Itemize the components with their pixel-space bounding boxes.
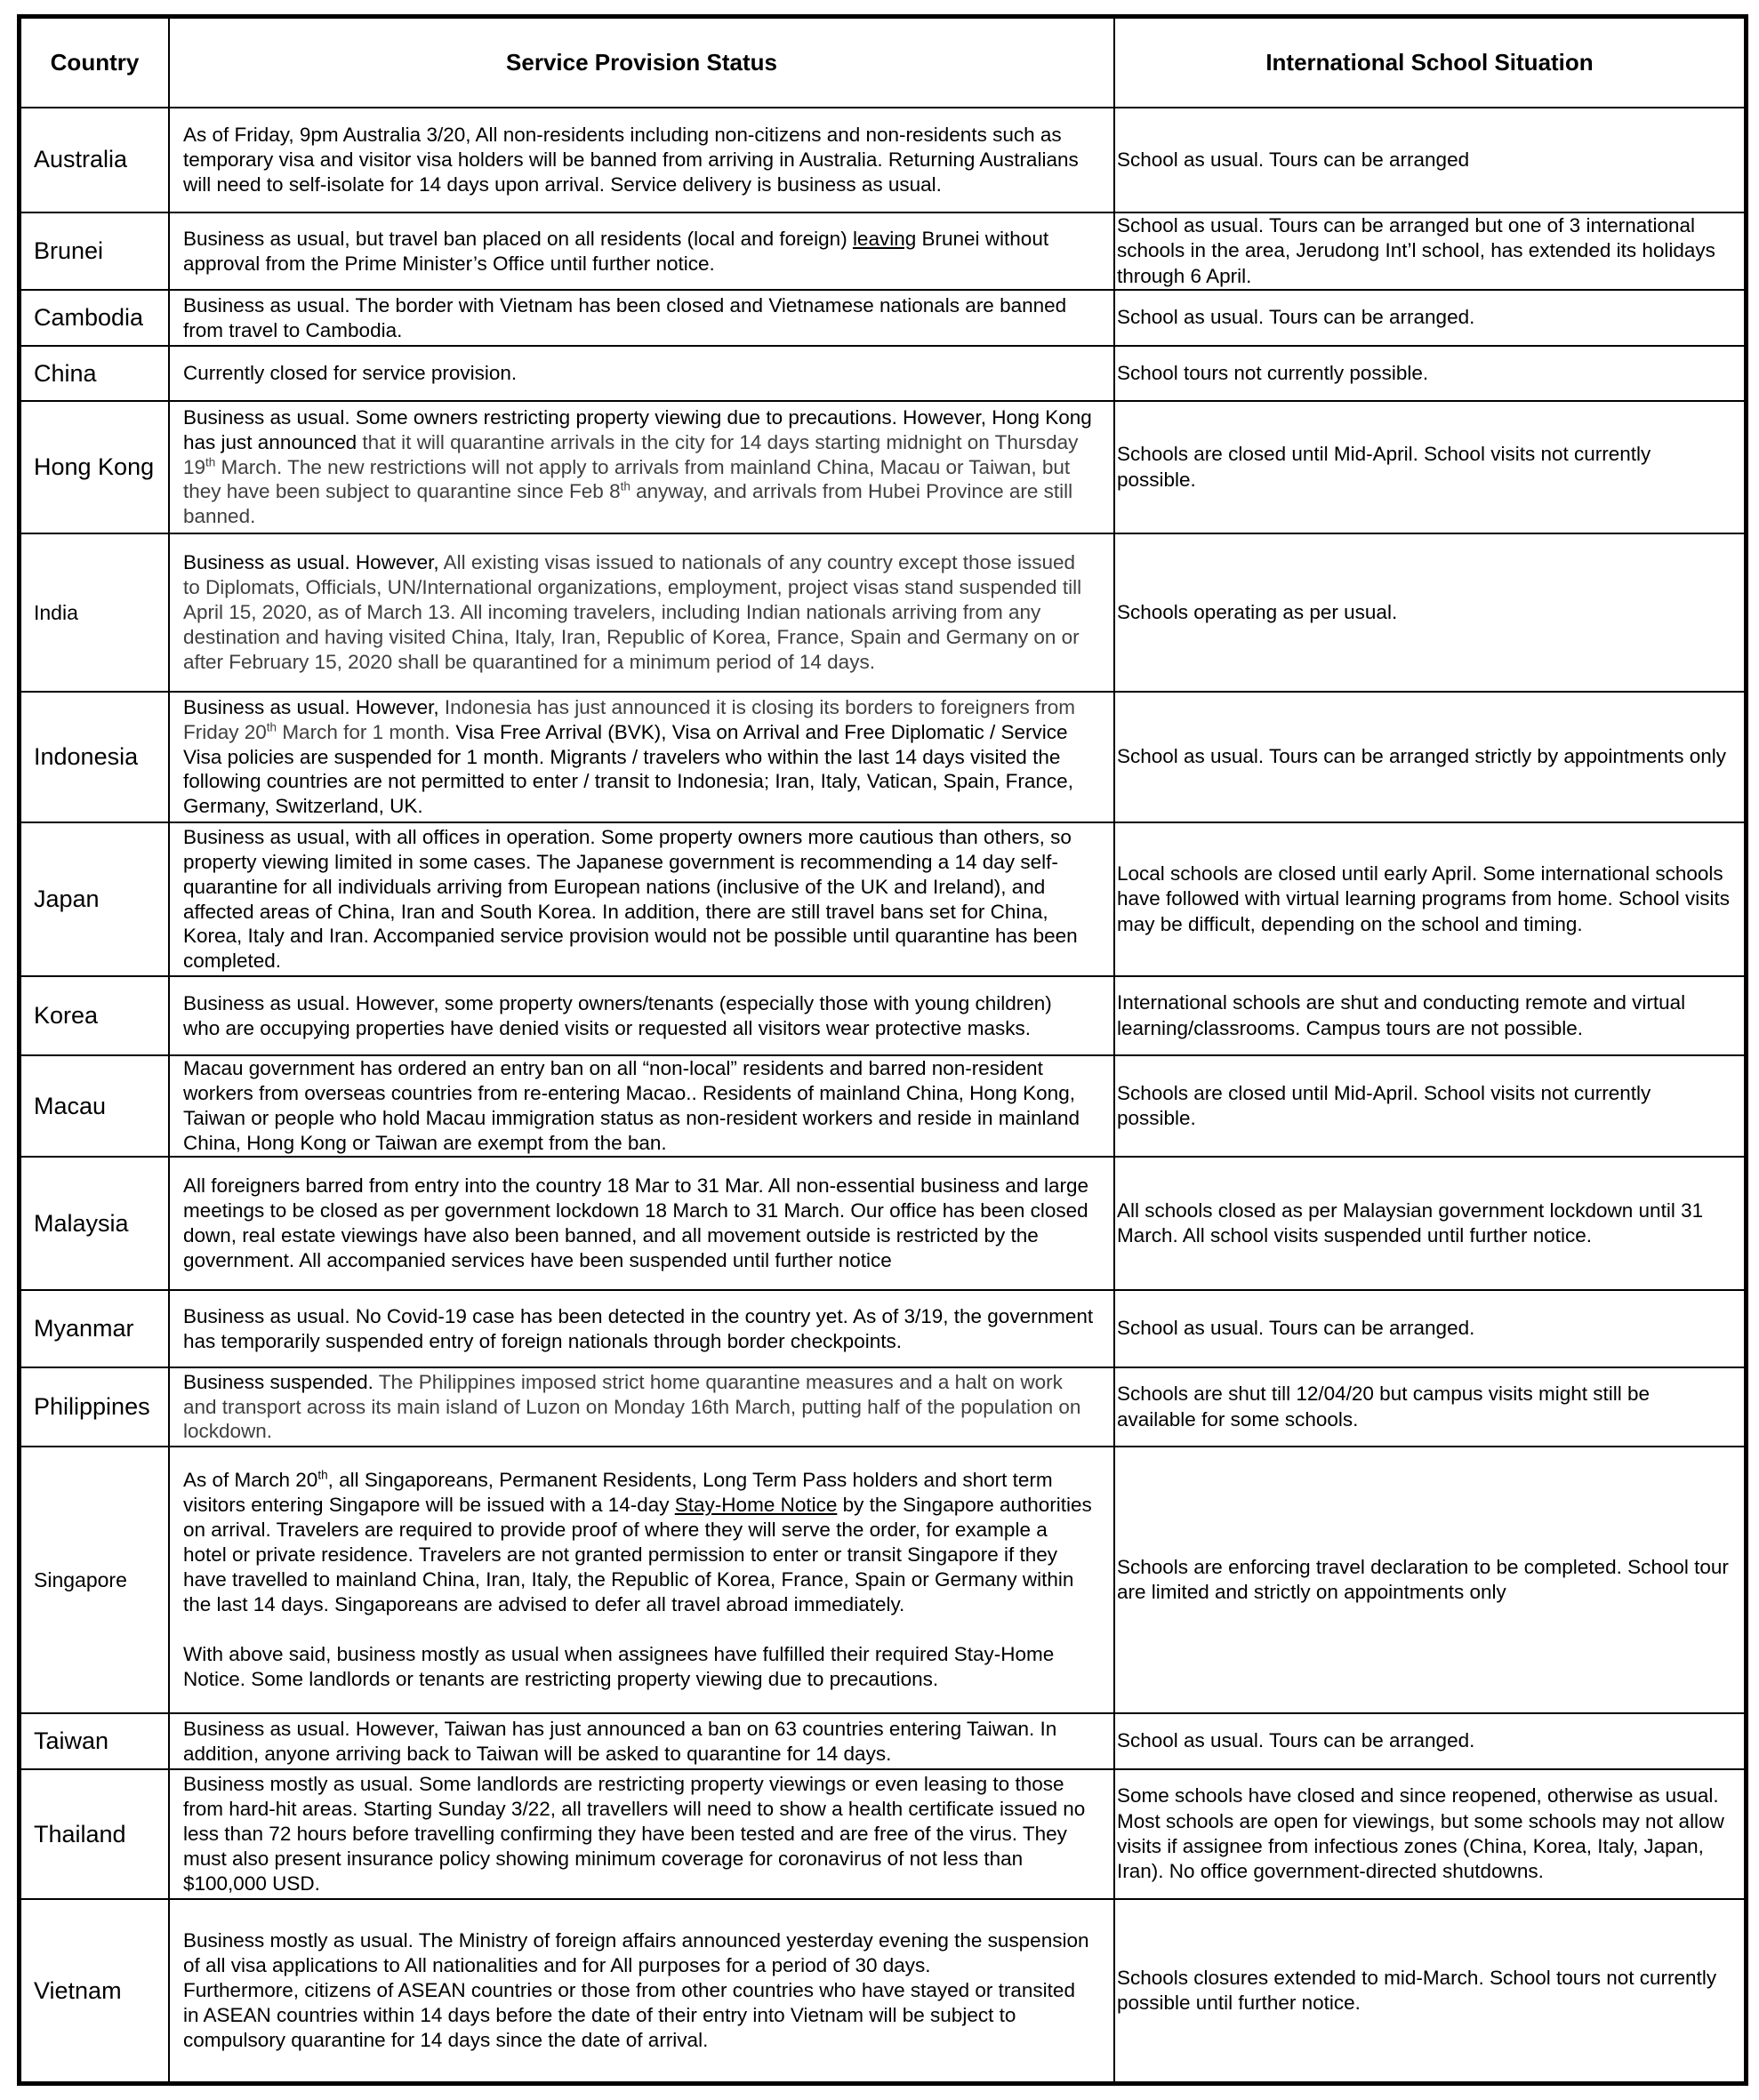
text-segment: Business mostly as usual. The Ministry of foreign affairs announced yesterday evening the suspension of all visa applications to All nationalities and for All purposes for a period of 30 days. <box>183 1929 1089 1977</box>
text-segment: Business suspended. <box>183 1370 379 1393</box>
text-segment: All existing visas issued to nationals of any country except those issued to Diplomats, Officials, UN/International organizations, employment, project visas stand suspended till April 15, 2020, as of March 13. All incoming travelers, including Indian nationals arriving from any destination and having visited China, Italy, Iran, Republic of Korea, France, Spain and Germany on or after February 15, 2020 shall be quarantined for a minimum period of 14 days. <box>183 551 1082 673</box>
school-situation-cell: Schools are closed until Mid-April. School visits not currently possible. <box>1114 1055 1745 1157</box>
text-segment: Business as usual. No Covid-19 case has been detected in the country yet. As of 3/19, the government has temporarily suspended entry of foreign nationals through border checkpoints. <box>183 1304 1094 1352</box>
text-segment: As of March 20 <box>183 1469 318 1492</box>
text-segment: All foreigners barred from entry into the country 18 Mar to 31 Mar. All non-essential business and large meetings to be closed as per government lockdown 18 March to 31 March. Our office has been closed down, real estate viewings have also been banned, and all movement outside is restricted by the government. All accompanied services have been suspended until further notice <box>183 1174 1089 1271</box>
text-segment: With above said, business mostly as usual when assignees have fulfilled their required Stay-Home Notice. Some landlords or tenants are restricting property viewing due to precautions. <box>183 1642 1055 1690</box>
table-row <box>20 346 1745 401</box>
country-cell: India <box>20 533 169 692</box>
superscript-text: th <box>620 479 631 493</box>
country-cell: Vietnam <box>20 1899 169 2082</box>
table-row <box>20 1899 1745 2082</box>
text-segment: Business as usual. However, Taiwan has just announced a ban on 63 countries entering Taiwan. In addition, anyone arriving back to Taiwan will be asked to quarantine for 14 days. <box>183 1717 1057 1765</box>
text-segment: Business as usual, with all offices in operation. Some property owners more cautious than others, so property viewing limited in some cases. The Japanese government is recommending a 14 day self-quarantine for all individuals arriving from European nations (inclusive of the UK and Ireland), and affected areas of China, Iran and South Korea. In addition, there are still travel bans set for China, Korea, Italy and Iran. Accompanied service provision would not be possible until quarantine has been completed. <box>183 825 1078 973</box>
service-status-cell <box>169 1713 1114 1769</box>
service-status-cell <box>169 1769 1114 1899</box>
service-status-cell <box>169 1055 1114 1157</box>
school-situation-cell: Schools are closed until Mid-April. School visits not currently possible. <box>1114 401 1745 533</box>
table-row <box>20 822 1745 976</box>
text-segment: Business as usual. However, <box>183 695 445 718</box>
country-cell: Hong Kong <box>20 401 169 533</box>
text-segment: Indonesia has just announced it is closing its borders to foreigners from Friday 20 <box>183 695 1076 743</box>
table-row <box>20 1447 1745 1713</box>
service-status-cell <box>169 401 1114 533</box>
service-status-cell <box>169 212 1114 290</box>
school-situation-cell: School as usual. Tours can be arranged strictly by appointments only <box>1114 692 1745 822</box>
text-segment: Furthermore, citizens of ASEAN countries or those from other countries who have stayed or transited in ASEAN countries within 14 days before the date of their entry into Vietnam will be subject to compulsory quarantine for 14 days since the date of arrival. <box>183 1979 1075 2051</box>
header-country: Country <box>20 18 169 108</box>
text-segment: by the Singapore authorities on arrival. Travelers are required to provide proof of where they will serve the order, for example a hotel or private residence. Travelers are not granted permission to enter or transit Singapore if they have travelled to mainland China, Iran, Italy, the Republic of Korea, France, Spain or Germany within the last 14 days. Singaporeans are advised to defer all travel abroad immediately. <box>183 1494 1092 1615</box>
school-situation-cell: Schools closures extended to mid-March. School tours not currently possible until further notice. <box>1114 1899 1745 2082</box>
text-segment: The Philippines imposed strict home quarantine measures and a halt on work and transport across its main island of Luzon on Monday 16th March, putting half of the population on lockdown. <box>183 1370 1081 1443</box>
service-status-cell <box>169 533 1114 692</box>
text-segment: that it will quarantine arrivals in the city for 14 days starting midnight on Thursday 19 <box>183 430 1079 478</box>
service-status-cell <box>169 290 1114 346</box>
table-row <box>20 108 1745 212</box>
superscript-text: th <box>266 720 277 734</box>
text-segment: Business as usual. However, some property owners/tenants (especially those with young children) who are occupying properties have denied visits or requested all visitors wear protective masks. <box>183 991 1052 1039</box>
table-row <box>20 533 1745 692</box>
text-segment: Business as usual. Some owners restricting property viewing due to precautions. However, Hong Kong has just announced <box>183 405 1092 453</box>
table-row <box>20 1290 1745 1367</box>
underlined-text: Stay-Home Notice <box>674 1494 838 1517</box>
table-row <box>20 1055 1745 1157</box>
text-segment: Brunei without approval from the Prime Minister’s Office until further notice. <box>183 227 1049 275</box>
table-row <box>20 212 1745 290</box>
text-segment: , all Singaporeans, Permanent Residents, Long Term Pass holders and short term visitors entering Singapore will be issued with a 14-day <box>183 1469 1053 1517</box>
country-status-table <box>20 17 1746 2083</box>
school-situation-cell: School as usual. Tours can be arranged. <box>1114 290 1745 346</box>
document-page <box>17 14 1748 2086</box>
school-situation-cell: School as usual. Tours can be arranged. <box>1114 1290 1745 1367</box>
text-segment: Business mostly as usual. Some landlords are restricting property viewings or even leasing to those from hard-hit areas. Starting Sunday 3/22, all travellers will need to show a health certificate issued no less than 72 hours before travelling confirming they have been tested and are free of the virus. They must also present insurance policy showing minimum coverage for coronavirus of not less than $100,000 USD. <box>183 1773 1086 1895</box>
school-situation-cell: School as usual. Tours can be arranged. <box>1114 1713 1745 1769</box>
service-status-cell <box>169 1157 1114 1290</box>
table-header-row <box>20 18 1745 108</box>
service-status-cell <box>169 822 1114 976</box>
service-status-cell <box>169 1290 1114 1367</box>
school-situation-cell: All schools closed as per Malaysian government lockdown until 31 March. All school visits suspended until further notice. <box>1114 1157 1745 1290</box>
table-row <box>20 1769 1745 1899</box>
country-cell: Myanmar <box>20 1290 169 1367</box>
country-cell: Thailand <box>20 1769 169 1899</box>
country-cell: Cambodia <box>20 290 169 346</box>
school-situation-cell: School as usual. Tours can be arranged <box>1114 108 1745 212</box>
table-row <box>20 290 1745 346</box>
table-row <box>20 401 1745 533</box>
table-row <box>20 976 1745 1055</box>
school-situation-cell: Schools are shut till 12/04/20 but campus visits might still be available for some schools. <box>1114 1367 1745 1447</box>
table-body <box>20 108 1745 2082</box>
school-situation-cell: International schools are shut and conducting remote and virtual learning/classrooms. Campus tours are not possible. <box>1114 976 1745 1055</box>
table-row <box>20 1367 1745 1447</box>
school-situation-cell: Local schools are closed until early April. Some international schools have followed with virtual learning programs from home. School visits may be difficult, depending on the school and timing. <box>1114 822 1745 976</box>
country-cell: Australia <box>20 108 169 212</box>
service-status-cell <box>169 346 1114 401</box>
service-status-cell <box>169 108 1114 212</box>
text-segment: Business as usual. However, <box>183 551 444 574</box>
country-cell: Malaysia <box>20 1157 169 1290</box>
school-situation-cell: School tours not currently possible. <box>1114 346 1745 401</box>
country-cell: Philippines <box>20 1367 169 1447</box>
country-cell: Macau <box>20 1055 169 1157</box>
school-situation-cell: Some schools have closed and since reopened, otherwise as usual. Most schools are open for viewings, but some schools may not allow visits if assignee from infectious zones (China, Korea, Italy, Japan, Iran). No office government-directed shutdowns. <box>1114 1769 1745 1899</box>
table-row <box>20 1157 1745 1290</box>
paragraph-gap <box>183 1617 1094 1642</box>
text-segment: anyway, and arrivals from Hubei Province are still banned. <box>183 480 1073 528</box>
school-situation-cell: Schools operating as per usual. <box>1114 533 1745 692</box>
country-cell: Korea <box>20 976 169 1055</box>
header-service-provision-status: Service Provision Status <box>169 18 1114 108</box>
school-situation-cell: Schools are enforcing travel declaration to be completed. School tour are limited and strictly on appointments only <box>1114 1447 1745 1713</box>
service-status-cell <box>169 1447 1114 1713</box>
country-cell: Brunei <box>20 212 169 290</box>
service-status-cell <box>169 692 1114 822</box>
service-status-cell <box>169 976 1114 1055</box>
text-segment: March for 1 month. <box>277 720 456 743</box>
text-segment: Macau government has ordered an entry ban on all “non-local” residents and barred non-resident workers from overseas countries from re-entering Macao.. Residents of mainland China, Hong Kong, Taiwan or people who hold Macau immigration status as non-resident workers and reside in mainland China, Hong Kong or Taiwan are exempt from the ban. <box>183 1057 1080 1154</box>
service-status-cell <box>169 1899 1114 2082</box>
country-cell: Indonesia <box>20 692 169 822</box>
text-segment: As of Friday, 9pm Australia 3/20, All non-residents including non-citizens and non-residents such as temporary visa and visitor visa holders will be banned from arriving in Australia. Returning Australians will need to self-isolate for 14 days upon arrival. Service delivery is business as usual. <box>183 124 1079 196</box>
country-cell: Taiwan <box>20 1713 169 1769</box>
table-row <box>20 692 1745 822</box>
text-segment: Currently closed for service provision. <box>183 362 518 385</box>
table-row <box>20 1713 1745 1769</box>
service-status-cell <box>169 1367 1114 1447</box>
country-cell: China <box>20 346 169 401</box>
superscript-text: th <box>317 1468 328 1482</box>
underlined-text: leaving <box>852 227 917 250</box>
school-situation-cell: School as usual. Tours can be arranged but one of 3 international schools in the area, Jerudong Int’l school, has extended its holidays through 6 April. <box>1114 212 1745 290</box>
text-segment: Visa Free Arrival (BVK), Visa on Arrival and Free Diplomatic / Service Visa policies are suspended for 1 month. Migrants / travelers who within the last 14 days visited the following countries are not permitted to enter / transit to Indonesia; Iran, Italy, Vatican, Spain, France, Germany, Switzerland, UK. <box>183 720 1073 818</box>
superscript-text: th <box>205 455 216 469</box>
text-segment: Business as usual, but travel ban placed on all residents (local and foreign) <box>183 227 853 250</box>
country-cell: Japan <box>20 822 169 976</box>
country-cell: Singapore <box>20 1447 169 1713</box>
text-segment: March. The new restrictions will not apply to arrivals from mainland China, Macau or Taiwan, but they have been subject to quarantine since Feb 8 <box>183 455 1071 503</box>
header-international-school-situation: International School Situation <box>1114 18 1745 108</box>
text-segment: Business as usual. The border with Vietnam has been closed and Vietnamese nationals are banned from travel to Cambodia. <box>183 293 1067 341</box>
